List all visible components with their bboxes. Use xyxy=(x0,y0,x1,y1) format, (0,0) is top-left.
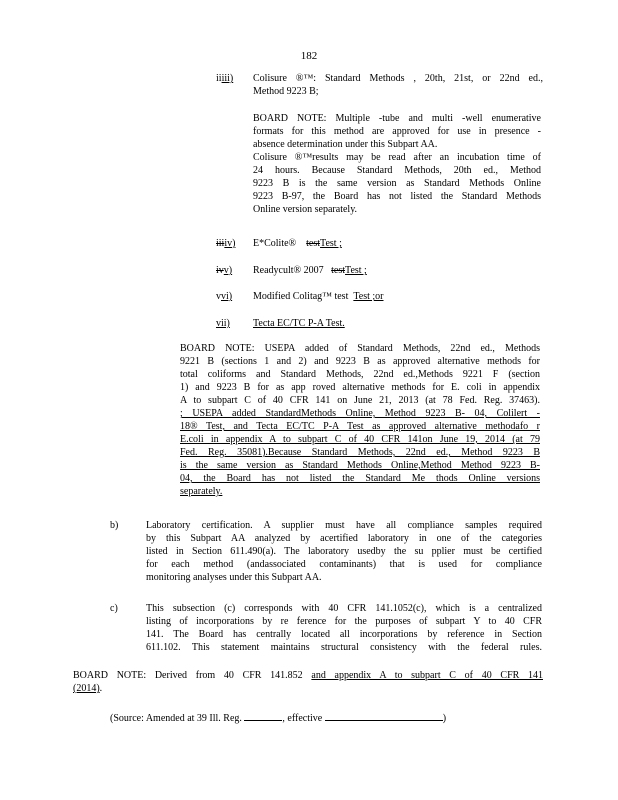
label-strike: iii xyxy=(216,238,225,249)
added-text: Tecta EC/TC P-A Test. xyxy=(253,318,345,329)
list-item-v xyxy=(216,264,546,277)
label-strike: ii xyxy=(216,73,222,84)
note-line: 9223 B-97, the Board has not listed the Standard Methods xyxy=(253,191,541,202)
list-item-vii xyxy=(216,317,546,330)
note-line: is the same version as Standard Methods Online,Method Method 9223 B- xyxy=(180,460,540,471)
note-line: Colisure ®™results may be read after an incubation time of xyxy=(253,152,541,163)
note-line: Fed. Reg. 35081).Because Standard Methods, 22nd ed., Method 9223 B xyxy=(180,447,540,458)
note-line: A to subpart C of 40 CFR 141 on June 21, 2013 (at 78 Fed. Reg. 37463). xyxy=(180,395,540,406)
paragraph-line: listed in Section 611.490(a). The laboratory usedby the su pplier must be certified xyxy=(146,546,542,557)
paragraph-line: Laboratory certification. A supplier must have all compliance samples required xyxy=(146,520,542,531)
note-line: 18® Test, and Tecta EC/TC P-A Test as approved alternative methodafo r xyxy=(180,421,540,432)
note-text: BOARD NOTE: Derived from 40 CFR 141.852 xyxy=(73,670,303,681)
note-line: BOARD NOTE: Multiple -tube and multi -well enumerative xyxy=(253,113,541,124)
label-new: vi) xyxy=(221,291,233,302)
note-line: E.coli in appendix A to subpart C of 40 CFR 141on June 19, 2014 (at 79 xyxy=(180,434,540,445)
paragraph-line: for each method (andassociated contaminants) that is used for compliance xyxy=(146,559,542,570)
label-new: v) xyxy=(223,265,233,276)
item-name: Readycult® 2007 xyxy=(253,265,324,276)
added-text: Test ;or xyxy=(353,291,384,302)
paragraph-line: listing of incorporations by re ference for the purposes of subpart Y to 40 CFR xyxy=(146,616,542,627)
note-line: absence determination under this Subpart AA. xyxy=(253,139,438,150)
board-note-1 xyxy=(253,112,541,216)
note-line: ; USEPA added StandardMethods Online, Method 9223 B- 04, Colilert - xyxy=(180,408,540,419)
list-item-vi xyxy=(216,290,546,303)
label-strike: iv xyxy=(216,265,224,276)
note-line: total coliforms and Standard Methods, 22nd ed.,Methods 9221 F (section xyxy=(180,369,540,380)
paragraph-label: b) xyxy=(110,520,119,531)
note-line: BOARD NOTE: USEPA added of Standard Methods, 22nd ed., Methods xyxy=(180,343,540,354)
deleted-text: test xyxy=(331,265,346,276)
note-line: 9223 B is the same version as Standard Methods Online xyxy=(253,178,541,189)
note-line: formats for this method are approved for use in presence - xyxy=(253,126,541,137)
note-line: 24 hours. Because Standard Methods, 20th ed., Method xyxy=(253,165,541,176)
page-number: 182 xyxy=(300,50,318,62)
note-line: separately. xyxy=(180,486,223,497)
note-line: 9221 B (sections 1 and 2) and 9223 B as approved alternative methods for xyxy=(180,356,540,367)
item-name: E*Colite® xyxy=(253,238,297,249)
source-mid: , effective xyxy=(282,713,323,724)
label-new: iii) xyxy=(221,73,234,84)
paragraph-line: 611.102. This statement maintains structural consistency with the federal rules. xyxy=(146,642,542,653)
paragraph-line: monitoring analyses under this Subpart AA. xyxy=(146,572,322,583)
note-line: Online version separately. xyxy=(253,204,358,215)
source-text: (Source: Amended at 39 Ill. Reg. xyxy=(110,713,242,724)
paragraph-line: This subsection (c) corresponds with 40 CFR 141.1052(c), which is a centralized xyxy=(146,603,542,614)
deleted-text: test xyxy=(306,238,321,249)
paragraph-line: by this Subpart AA analyzed by acertified laboratory in one of the categories xyxy=(146,533,542,544)
item-line: Colisure ®™: Standard Methods , 20th, 21st, or 22nd ed., xyxy=(253,73,543,84)
source-line: (Source: Amended at 39 Ill. Reg. , effective ) xyxy=(110,710,550,725)
added-text: and appendix A to subpart C of 40 CFR 141 xyxy=(311,670,543,681)
reg-blank xyxy=(244,710,282,721)
list-item-iii xyxy=(216,72,546,98)
paragraph-line: 141. The Board has centrally located all incorporations by reference in Section xyxy=(146,629,542,640)
note-line: 1) and 9223 B for as app roved alternative methods for E. coli in appendix xyxy=(180,382,540,393)
added-text: Test ; xyxy=(345,265,367,276)
label-new: vii) xyxy=(216,318,230,329)
label-plain: v xyxy=(216,291,221,302)
paragraph-label: c) xyxy=(110,603,118,614)
effective-blank xyxy=(325,710,443,721)
label-new: iv) xyxy=(224,238,236,249)
added-text: Test ; xyxy=(320,238,342,249)
list-item-iv xyxy=(216,237,546,250)
board-note-3: BOARD NOTE: Derived from 40 CFR 141.852 and appendix A to subpart C of 40 CFR 141 (2014). xyxy=(73,670,543,694)
item-line: Method 9223 B; xyxy=(253,86,319,97)
item-name: Modified Colitag™ test xyxy=(253,291,349,302)
note-line: 04, the Board has not listed the Standard Me thods Online versions xyxy=(180,473,540,484)
board-note-2 xyxy=(180,342,540,498)
added-text: (2014) xyxy=(73,683,100,694)
